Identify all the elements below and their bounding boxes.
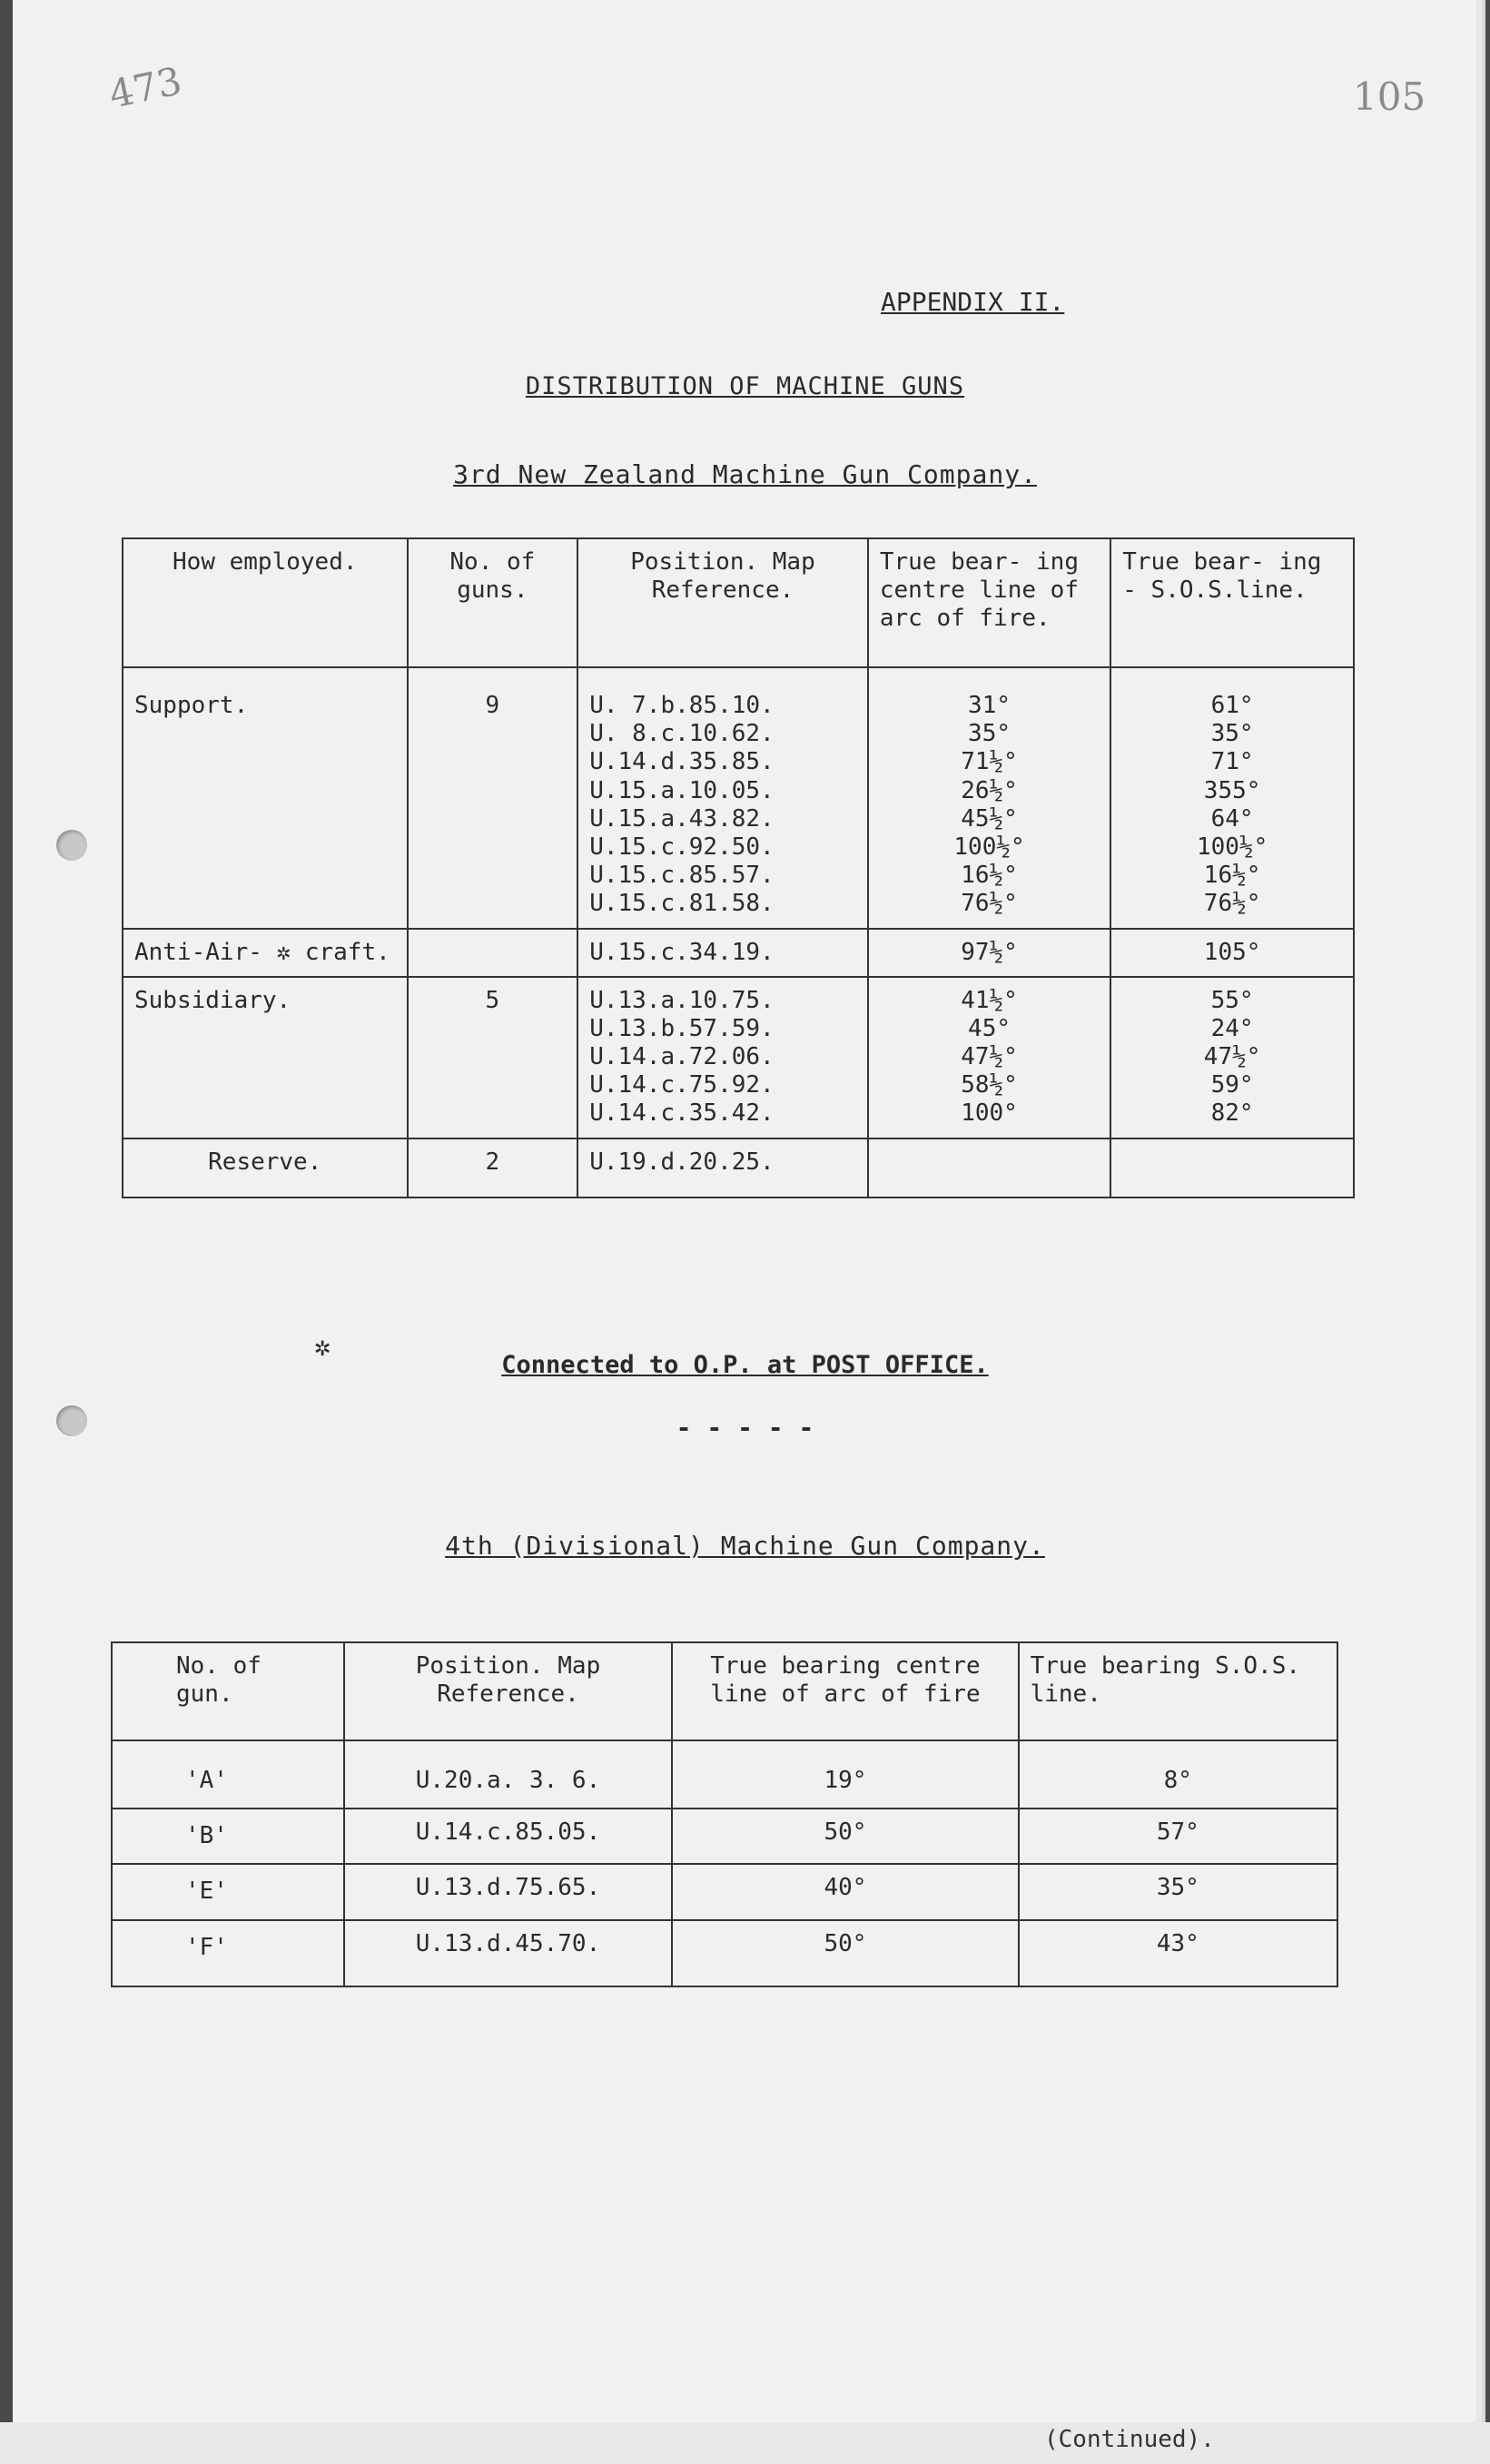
page-edge [0,2422,1490,2464]
footnote-marker: ✲ [314,1331,331,1363]
gun-position: U.20.a. 3. 6. [344,1740,673,1809]
folio-number-right: 105 [1353,74,1426,119]
table-row [123,977,1354,1138]
row-guns: 5 [408,977,578,1138]
row-sos-bearings: 61° 35° 71° 355° 64° 100½° 16½° 76½° [1110,667,1354,929]
gun-centre-bearing: 50° [672,1809,1018,1864]
row-employed: Reserve. [123,1138,408,1198]
row-employed: Anti-Air- ✲ craft. [123,929,408,977]
gun-centre-bearing: 19° [672,1740,1018,1809]
gun-sos-bearing: 57° [1019,1809,1337,1864]
header-centre-bearing: True bear- ing centre line of arc of fire. [868,538,1110,667]
row-sos-bearings: 105° [1110,929,1354,977]
table-row [123,1138,1354,1198]
footnote-text: Connected to O.P. at POST OFFICE. [501,1351,989,1379]
table1-caption: 3rd New Zealand Machine Gun Company. [453,459,1037,489]
section-separator: - - - - - [676,1413,814,1443]
gun-sos-bearing: 35° [1019,1864,1337,1919]
table-row [112,1740,1337,1809]
table1 [122,537,1355,1198]
appendix-label: APPENDIX II. [881,287,1065,317]
row-centre-bearings: 97½° [868,929,1110,977]
gun-id: 'E' [112,1864,344,1919]
document-page [13,0,1476,2422]
row-positions: U. 7.b.85.10. U. 8.c.10.62. U.14.d.35.85. U.15.a.10.05. U.15.a.43.82. U.15.c.92.50. U.15.c.85.57. U.15.c.81.58. [577,667,868,929]
gun-centre-bearing: 50° [672,1920,1018,1986]
header-centre-bearing: True bearing centre line of arc of fire [672,1642,1018,1740]
header-sos-bearing: True bear- ing - S.O.S.line. [1110,538,1354,667]
row-positions: U.19.d.20.25. [577,1138,868,1198]
row-employed: Subsidiary. [123,977,408,1138]
row-sos-bearings: 55° 24° 47½° 59° 82° [1110,977,1354,1138]
header-no-of-guns: No. of guns. [408,538,578,667]
gun-position: U.13.d.75.65. [344,1864,673,1919]
header-position: Position. Map Reference. [577,538,868,667]
table2 [111,1641,1338,1987]
header-how-employed: How employed. [123,538,408,667]
row-positions: U.13.a.10.75. U.13.b.57.59. U.14.a.72.06. U.14.c.75.92. U.14.c.35.42. [577,977,868,1138]
gun-id: 'A' [112,1740,344,1809]
table-row [112,1864,1337,1919]
row-centre-bearings: 31° 35° 71½° 26½° 45½° 100½° 16½° 76½° [868,667,1110,929]
header-position: Position. Map Reference. [344,1642,673,1740]
table-row [123,667,1354,929]
gun-id: 'F' [112,1920,344,1986]
punch-hole [56,830,87,861]
table-row [112,1809,1337,1864]
folio-number-left: 473 [104,58,186,117]
row-employed: Support. [123,667,408,929]
row-positions: U.15.c.34.19. [577,929,868,977]
header-gun: No. of gun. [112,1642,344,1740]
header-sos-bearing: True bearing S.O.S. line. [1019,1642,1337,1740]
continued-note: (Continued). [1044,2426,1215,2453]
table1-header-row [123,538,1354,667]
table-row [123,929,1354,977]
row-guns [408,929,578,977]
table2-caption: 4th (Divisional) Machine Gun Company. [445,1531,1045,1561]
document-title: DISTRIBUTION OF MACHINE GUNS [525,372,965,400]
gun-sos-bearing: 8° [1019,1740,1337,1809]
gun-id: 'B' [112,1809,344,1864]
row-centre-bearings: 41½° 45° 47½° 58½° 100° [868,977,1110,1138]
table-row [112,1920,1337,1986]
gun-sos-bearing: 43° [1019,1920,1337,1986]
gun-position: U.14.c.85.05. [344,1809,673,1864]
gun-position: U.13.d.45.70. [344,1920,673,1986]
row-sos-bearings [1110,1138,1354,1198]
row-guns: 9 [408,667,578,929]
row-guns: 2 [408,1138,578,1198]
table2-header-row [112,1642,1337,1740]
row-centre-bearings [868,1138,1110,1198]
gun-centre-bearing: 40° [672,1864,1018,1919]
